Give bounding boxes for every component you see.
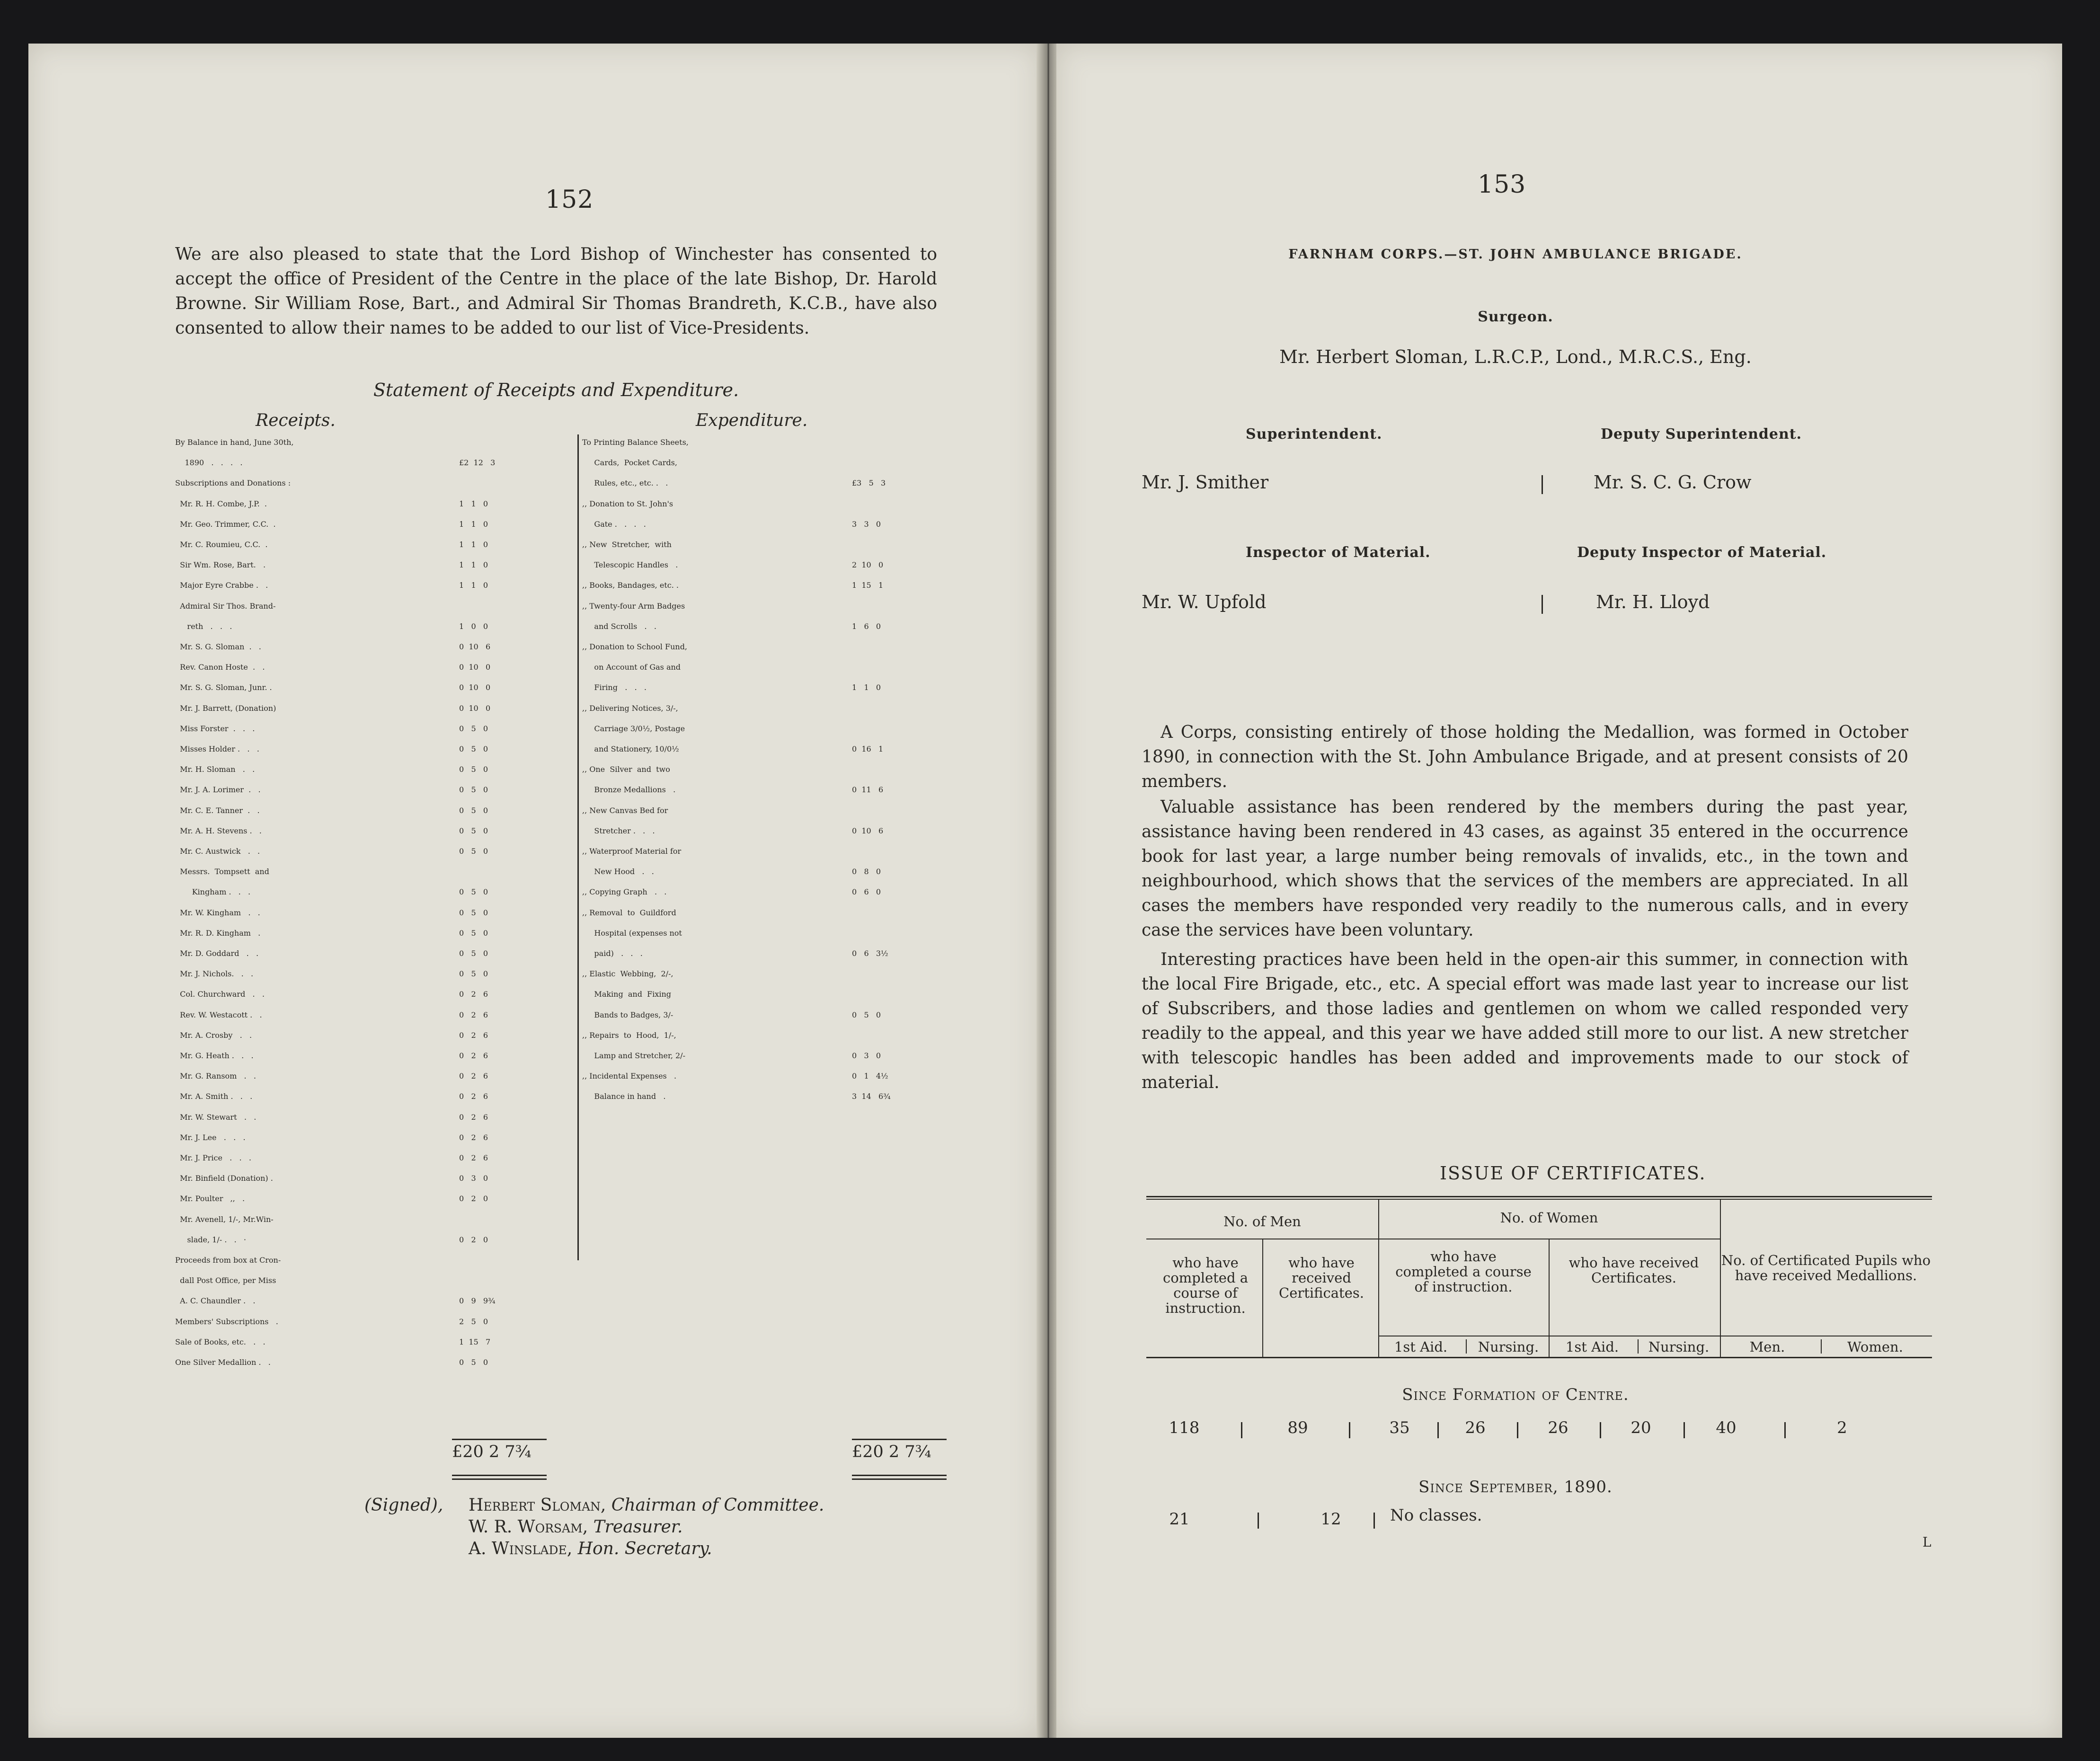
receipts-total: £20 2 7¾ — [452, 1442, 532, 1461]
corps-paragraph-3: Interesting practices have been held in the open-air this summer, in connection with the local Fire Brigade, etc., etc. A special effort was made last year to increase our list of Subscribers, and those ladies and gentlemen on whom we called responded very readily to the appeal, and this year we have added still more to our list. A new stretcher with telescopic handles has been added and improvements made to our stock of material. — [1142, 950, 1908, 1092]
inspector-name: Mr. W. Upfold — [1142, 592, 1267, 612]
receipt-label: Col. Churchward . . — [175, 990, 265, 999]
receipt-amount: 0 2 6 — [459, 1133, 488, 1142]
receipt-amount: 0 10 0 — [459, 663, 491, 672]
receipt-amount: £2 12 3 — [459, 458, 496, 468]
formation-value: 26 — [1465, 1418, 1486, 1437]
receipt-label: By Balance in hand, June 30th, — [175, 438, 294, 447]
receipt-amount: 0 5 0 — [459, 785, 488, 795]
women-aid-2: 1st Aid. — [1565, 1339, 1619, 1355]
expenditure-label: on Account of Gas and — [582, 663, 681, 672]
expenditure-total-rule-2 — [852, 1478, 947, 1480]
receipt-row — [175, 698, 276, 719]
receipt-amount: 0 9 9¾ — [459, 1296, 496, 1306]
receipts-total-rule-1 — [452, 1475, 547, 1476]
expenditure-amount: 0 5 0 — [852, 1010, 881, 1019]
women-aid-1: 1st Aid. — [1394, 1339, 1448, 1355]
surgeon-name: Mr. Herbert Sloman, L.R.C.P., Lond., M.R.C.S., Eng. — [1279, 346, 1752, 367]
receipt-row — [175, 596, 275, 617]
receipt-amount: 0 5 0 — [459, 908, 488, 917]
expenditure-amount: 3 14 6¾ — [852, 1092, 891, 1101]
expenditure-row — [582, 964, 673, 984]
expenditure-row — [582, 637, 687, 657]
expenditure-label: Bands to Badges, 3/- — [582, 1010, 673, 1019]
receipt-row — [175, 923, 260, 944]
receipt-label: Mr. W. Stewart . . — [175, 1112, 257, 1122]
expenditure-amount: £3 5 3 — [852, 478, 886, 488]
deputy-superintendent-name: Mr. S. C. G. Crow — [1594, 472, 1752, 493]
expenditure-row — [582, 1066, 676, 1087]
corps-paragraph-2: Valuable assistance has been rendered by the members during the past year, assistance having been rendered in 43 cases, as against 35 entered in the occurrence book for last year, a large number being removals of invalids, etc., in the town and neighbourhood, which shows that the services of the members are appreciated. In all cases the members have responded very readily to the numerous calls, and in every case the services have been voluntary. — [1142, 797, 1908, 940]
expenditure-label: ,, Twenty-four Arm Badges — [582, 601, 685, 611]
expenditure-amount: 3 3 0 — [852, 519, 881, 529]
expenditure-row — [582, 555, 678, 575]
expenditure-label: ,, Incidental Expenses . — [582, 1071, 677, 1081]
men-completed: who have completed a course of instruction. — [1162, 1255, 1249, 1316]
expenditure-label: New Hood . . — [582, 867, 654, 876]
receipt-row — [175, 718, 255, 739]
receipt-amount: 0 5 0 — [459, 887, 488, 897]
expenditure-amount: 1 1 0 — [852, 683, 881, 692]
expenditure-total-rule-1 — [852, 1475, 947, 1476]
women-received: who have received Certificates. — [1568, 1255, 1699, 1286]
formation-separator — [1241, 1422, 1242, 1438]
medallion-women: Women. — [1847, 1339, 1903, 1355]
expenditure-heading: Expenditure. — [696, 411, 808, 430]
expenditure-label: ,, Donation to St. John's — [582, 499, 673, 508]
receipt-amount: 0 5 0 — [459, 744, 488, 753]
expenditure-label: To Printing Balance Sheets, — [582, 438, 689, 447]
receipt-label: Miss Forster . . . — [175, 724, 255, 733]
expenditure-label: Telescopic Handles . — [582, 560, 678, 570]
expenditure-row — [582, 923, 682, 944]
receipt-amount: 0 10 0 — [459, 703, 491, 713]
receipt-row — [175, 1107, 256, 1128]
receipt-amount: 0 5 0 — [459, 847, 488, 856]
receipt-row — [175, 943, 258, 964]
expenditure-row — [582, 861, 654, 882]
superintendent-name: Mr. J. Smither — [1142, 472, 1269, 493]
receipt-label: Major Eyre Crabbe . . — [175, 581, 268, 590]
ledger — [175, 411, 937, 1461]
table-title: ISSUE OF CERTIFICATES. — [1440, 1163, 1706, 1184]
expenditure-label: ,, Copying Graph . . — [582, 887, 667, 897]
signature-3: A. Winslade, Hon. Secretary. — [469, 1539, 712, 1558]
expenditure-label: Lamp and Stretcher, 2/- — [582, 1051, 685, 1060]
col-women: No. of Women — [1500, 1210, 1598, 1226]
receipt-label: Mr. A. Crosby . . — [175, 1030, 252, 1040]
expenditure-row — [582, 718, 685, 739]
inspector-label: Inspector of Material. — [1246, 544, 1431, 561]
receipt-label: Mr. R. D. Kingham . — [175, 928, 261, 938]
receipt-row — [175, 1025, 252, 1046]
receipt-row — [175, 575, 268, 596]
receipt-row — [175, 616, 232, 637]
expenditure-row — [582, 494, 673, 514]
receipts-total-rule-2 — [452, 1478, 547, 1480]
corps-heading: FARNHAM CORPS.—ST. JOHN AMBULANCE BRIGADE. — [1288, 247, 1743, 262]
right-page — [1056, 44, 2062, 1738]
receipt-row — [175, 964, 253, 984]
receipt-row — [175, 1086, 252, 1107]
receipt-amount: 0 2 6 — [459, 1071, 488, 1081]
expenditure-row — [582, 779, 675, 800]
expenditure-label: and Scrolls . . — [582, 621, 656, 631]
since-formation-label: Since Formation of Centre. — [1402, 1385, 1629, 1404]
certificates-table — [1146, 1196, 1932, 1362]
expenditure-row — [582, 452, 677, 473]
receipt-label: Sale of Books, etc. . . — [175, 1337, 266, 1346]
receipt-row — [175, 1127, 246, 1148]
expenditure-row — [582, 432, 689, 453]
receipt-row — [175, 1311, 278, 1332]
corps-paragraph-1: A Corps, consisting entirely of those holding the Medallion, was formed in October 1890, in connection with the St. John Ambulance Brigade, and at present consists of 20 members. — [1142, 723, 1908, 791]
since-september-label: Since September, 1890. — [1418, 1478, 1613, 1496]
expenditure-row — [582, 473, 668, 494]
statement-title: Statement of Receipts and Expenditure. — [373, 380, 739, 400]
receipt-label: Mr. D. Goddard . . — [175, 949, 259, 958]
expenditure-row — [582, 657, 681, 678]
receipt-row — [175, 800, 260, 821]
receipt-amount: 0 5 0 — [459, 969, 488, 979]
receipt-row — [175, 984, 265, 1005]
receipt-label: Mr. W. Kingham . . — [175, 908, 260, 917]
receipt-label: Kingham . . . — [175, 887, 251, 897]
receipt-row — [175, 739, 259, 760]
deputy-superintendent-label: Deputy Superintendent. — [1601, 426, 1802, 442]
expenditure-label: ,, Waterproof Material for — [582, 847, 682, 856]
expenditure-label: Bronze Medallions . — [582, 785, 676, 795]
receipt-label: Misses Holder . . . — [175, 744, 259, 753]
receipt-label: Rev. Canon Hoste . . — [175, 663, 265, 672]
receipt-amount: 0 2 6 — [459, 1010, 488, 1019]
receipt-label: Mr. J. Nichols. . . — [175, 969, 254, 979]
receipt-row — [175, 494, 267, 514]
signature-mark: L — [1923, 1534, 1932, 1550]
receipt-amount: 0 2 6 — [459, 1153, 488, 1162]
expenditure-label: ,, One Silver and two — [582, 765, 670, 774]
expenditure-row — [582, 677, 647, 698]
expenditure-row — [582, 821, 655, 841]
receipt-row — [175, 677, 272, 698]
formation-separator — [1600, 1422, 1601, 1438]
receipt-label: Members' Subscriptions . — [175, 1317, 278, 1326]
formation-value: 20 — [1630, 1418, 1651, 1437]
receipt-row — [175, 841, 260, 862]
expenditure-row — [582, 882, 666, 903]
expenditure-amount: 0 10 6 — [852, 826, 884, 835]
signed-label: (Signed), — [364, 1496, 443, 1515]
women-completed: who have completed a course of instruction. — [1395, 1248, 1532, 1295]
receipt-label: Mr. S. G. Sloman, Junr. . — [175, 683, 272, 692]
expenditure-amount: 0 1 4½ — [852, 1071, 888, 1081]
receipt-row — [175, 1230, 246, 1250]
receipts-heading: Receipts. — [256, 411, 336, 430]
receipt-row — [175, 1148, 251, 1168]
receipt-amount: 0 2 6 — [459, 1051, 488, 1060]
receipt-amount: 0 2 6 — [459, 1030, 488, 1040]
receipt-row — [175, 1352, 271, 1373]
receipt-row — [175, 1250, 281, 1271]
expenditure-total: £20 2 7¾ — [852, 1442, 931, 1461]
receipt-row — [175, 1332, 266, 1353]
receipt-label: Mr. C. E. Tanner . . — [175, 805, 260, 815]
expenditure-label: Rules, etc., etc. . . — [582, 478, 668, 488]
expenditure-label: Balance in hand . — [582, 1092, 666, 1101]
receipt-amount: 0 10 0 — [459, 683, 491, 692]
receipt-row — [175, 759, 255, 780]
september-men-received: 12 — [1320, 1510, 1341, 1529]
expenditure-row — [582, 1045, 685, 1066]
formation-value: 118 — [1169, 1418, 1200, 1437]
receipt-label: dall Post Office, per Miss — [175, 1276, 276, 1285]
formation-value: 35 — [1389, 1418, 1410, 1437]
expenditure-label: and Stationery, 10/0½ — [582, 744, 679, 753]
receipt-row — [175, 534, 267, 555]
formation-values — [1146, 1418, 1932, 1442]
receipt-row — [175, 1270, 276, 1291]
receipt-amount: 0 3 0 — [459, 1174, 488, 1183]
receipt-label: Mr. G. Ransom . . — [175, 1071, 256, 1081]
expenditure-amount: 0 8 0 — [852, 867, 881, 876]
receipt-row — [175, 555, 266, 575]
receipt-row — [175, 514, 275, 535]
receipt-label: Proceeds from box at Cron- — [175, 1256, 281, 1265]
receipt-label: Mr. Avenell, 1/-, Mr.Win- — [175, 1214, 274, 1224]
expenditure-row — [582, 534, 672, 555]
receipt-row — [175, 657, 265, 678]
expenditure-amount: 1 6 0 — [852, 621, 881, 631]
receipt-label: Mr. J. Lee . . . — [175, 1133, 246, 1142]
receipt-row — [175, 1209, 274, 1230]
receipt-label: Mr. Binfield (Donation) . — [175, 1174, 273, 1183]
receipt-label: One Silver Medallion . . — [175, 1358, 271, 1367]
receipt-amount: 0 5 0 — [459, 724, 488, 733]
receipt-amount: 0 2 0 — [459, 1235, 488, 1244]
receipt-amount: 0 2 6 — [459, 990, 488, 999]
expenditure-amount: 1 15 1 — [852, 581, 884, 590]
receipt-label: Mr. Geo. Trimmer, C.C. . — [175, 519, 276, 529]
receipt-amount: 1 0 0 — [459, 621, 488, 631]
medallion-men: Men. — [1749, 1339, 1785, 1355]
expenditure-label: Cards, Pocket Cards, — [582, 458, 677, 468]
receipt-row — [175, 1045, 254, 1066]
formation-value: 89 — [1287, 1418, 1308, 1437]
receipt-label: Mr. S. G. Sloman . . — [175, 642, 261, 651]
expenditure-label: ,, Repairs to Hood, 1/-, — [582, 1030, 676, 1040]
receipt-row — [175, 1066, 256, 1087]
col-men: No. of Men — [1223, 1213, 1301, 1230]
receipts-total-rule-top — [452, 1439, 547, 1440]
expenditure-label: Carriage 3/0½, Postage — [582, 724, 685, 733]
left-page-number: 152 — [545, 186, 594, 214]
receipt-row — [175, 432, 293, 453]
expenditure-label: ,, New Stretcher, with — [582, 540, 672, 549]
receipt-label: Rev. W. Westacott . . — [175, 1010, 262, 1019]
expenditure-amount: 0 6 0 — [852, 887, 881, 897]
receipt-row — [175, 903, 260, 923]
receipt-amount: 0 10 6 — [459, 642, 491, 651]
women-nursing-2: Nursing. — [1648, 1339, 1710, 1355]
formation-separator — [1517, 1422, 1518, 1438]
signature-1: Herbert Sloman, Chairman of Committee. — [469, 1496, 824, 1515]
expenditure-row — [582, 616, 656, 637]
left-page — [28, 44, 1040, 1738]
expenditure-row — [582, 759, 670, 780]
formation-value: 40 — [1716, 1418, 1737, 1437]
expenditure-row — [582, 1025, 676, 1046]
receipt-label: Admiral Sir Thos. Brand- — [175, 601, 276, 611]
expenditure-row — [582, 1005, 673, 1026]
superintendent-label: Superintendent. — [1246, 426, 1382, 442]
right-page-number: 153 — [1478, 170, 1526, 199]
expenditure-row — [582, 943, 643, 964]
expenditure-label: ,, Donation to School Fund, — [582, 642, 688, 651]
deputy-inspector-name: Mr. H. Lloyd — [1596, 592, 1710, 612]
receipt-amount: 1 15 7 — [459, 1337, 491, 1346]
expenditure-amount: 2 10 0 — [852, 560, 884, 570]
receipt-row — [175, 861, 269, 882]
expenditure-row — [582, 698, 678, 719]
expenditure-amount: 0 6 3½ — [852, 949, 888, 958]
receipt-label: Mr. H. Sloman . . — [175, 765, 255, 774]
expenditure-row — [582, 984, 671, 1005]
expenditure-amount: 0 11 6 — [852, 785, 884, 795]
receipt-label: Sir Wm. Rose, Bart. . — [175, 560, 266, 570]
receipt-amount: 1 1 0 — [459, 519, 488, 529]
expenditure-label: Hospital (expenses not — [582, 928, 682, 938]
receipt-amount: 0 5 0 — [459, 765, 488, 774]
receipt-label: A. C. Chaundler . . — [175, 1296, 256, 1306]
receipt-label: Mr. J. Price . . . — [175, 1153, 251, 1162]
expenditure-label: Gate . . . . — [582, 519, 646, 529]
receipt-amount: 0 5 0 — [459, 1358, 488, 1367]
receipt-amount: 1 1 0 — [459, 581, 488, 590]
receipt-row — [175, 779, 261, 800]
receipt-amount: 0 2 6 — [459, 1092, 488, 1101]
receipt-label: Mr. R. H. Combe, J.P. . — [175, 499, 267, 508]
receipt-label: Mr. J. Barrett, (Donation) — [175, 703, 276, 713]
receipt-label: reth . . . — [175, 621, 232, 631]
receipt-label: Mr. A. H. Stevens . . — [175, 826, 262, 835]
expenditure-row — [582, 903, 676, 923]
expenditure-row — [582, 575, 679, 596]
expenditure-row — [582, 800, 668, 821]
col-medallions: No. of Certificated Pupils who have received Medallions. — [1721, 1252, 1931, 1283]
signature-2: W. R. Worsam, Treasurer. — [469, 1517, 683, 1537]
expenditure-label: Stretcher . . . — [582, 826, 655, 835]
expenditure-label: ,, Elastic Webbing, 2/-, — [582, 969, 673, 979]
receipt-row — [175, 1188, 245, 1209]
receipt-row — [175, 1291, 255, 1311]
expenditure-label: paid) . . . — [582, 949, 643, 958]
receipt-amount: 1 1 0 — [459, 499, 488, 508]
receipt-label: Mr. G. Heath . . . — [175, 1051, 254, 1060]
expenditure-amount: 0 3 0 — [852, 1051, 881, 1060]
receipt-row — [175, 637, 261, 657]
men-received: who have received Certificates. — [1279, 1255, 1364, 1301]
surgeon-label: Surgeon. — [1478, 309, 1553, 325]
receipt-amount: 1 1 0 — [459, 540, 488, 549]
expenditure-row — [582, 739, 679, 760]
receipt-label: Subscriptions and Donations : — [175, 478, 291, 488]
expenditure-label: Making and Fixing — [582, 990, 672, 999]
receipt-amount: 0 5 0 — [459, 928, 488, 938]
women-nursing-1: Nursing. — [1478, 1339, 1539, 1355]
september-men-completed: 21 — [1169, 1510, 1190, 1529]
receipt-row — [175, 882, 250, 903]
receipt-label: Mr. Poulter ,, . — [175, 1194, 245, 1203]
receipt-label: Mr. C. Roumieu, C.C. . — [175, 540, 268, 549]
expenditure-label: ,, Delivering Notices, 3/-, — [582, 703, 678, 713]
expenditure-row — [582, 514, 646, 535]
formation-separator — [1349, 1422, 1350, 1438]
expenditure-total-rule-top — [852, 1439, 947, 1440]
receipt-amount: 0 5 0 — [459, 949, 488, 958]
receipt-amount: 0 5 0 — [459, 826, 488, 835]
expenditure-amount: 0 16 1 — [852, 744, 884, 753]
receipt-row — [175, 473, 291, 494]
receipt-amount: 2 5 0 — [459, 1317, 488, 1326]
receipt-label: slade, 1/- . . · — [175, 1235, 247, 1244]
expenditure-label: ,, New Canvas Bed for — [582, 805, 668, 815]
receipt-row — [175, 821, 262, 841]
expenditure-label: Firing . . . — [582, 683, 647, 692]
expenditure-row — [582, 1086, 665, 1107]
intro-paragraph: We are also pleased to state that the Lord Bishop of Winchester has consented to accept the office of President of the Centre in the place of the late Bishop, Dr. Harold Browne. Sir William Rose, Bart., and Admiral Sir Thomas Brandreth, K.C.B., have also consented to allow their names to be added to our list of Vice-Presidents. — [175, 245, 937, 338]
receipt-label: 1890 . . . . — [175, 458, 243, 468]
expenditure-row — [582, 841, 681, 862]
receipt-row — [175, 452, 242, 473]
formation-separator — [1684, 1422, 1685, 1438]
receipt-row — [175, 1168, 273, 1189]
receipt-amount: 0 2 0 — [459, 1194, 488, 1203]
receipt-label: Mr. A. Smith . . . — [175, 1092, 253, 1101]
formation-value: 2 — [1837, 1418, 1847, 1437]
receipt-amount: 1 1 0 — [459, 560, 488, 570]
receipt-label: Mr. J. A. Lorimer . . — [175, 785, 261, 795]
expenditure-label: ,, Removal to Guildford — [582, 908, 676, 917]
formation-value: 26 — [1548, 1418, 1568, 1437]
receipt-label: Mr. C. Austwick . . — [175, 847, 260, 856]
no-classes: No classes. — [1390, 1506, 1482, 1525]
expenditure-label: ,, Books, Bandages, etc. . — [582, 581, 679, 590]
receipt-amount: 0 5 0 — [459, 805, 488, 815]
ledger-divider — [577, 434, 579, 1260]
receipt-amount: 0 2 6 — [459, 1112, 488, 1122]
receipt-row — [175, 1005, 262, 1026]
receipt-label: Messrs. Tompsett and — [175, 867, 269, 876]
deputy-inspector-label: Deputy Inspector of Material. — [1577, 544, 1827, 561]
formation-separator — [1784, 1422, 1786, 1438]
expenditure-row — [582, 596, 685, 617]
